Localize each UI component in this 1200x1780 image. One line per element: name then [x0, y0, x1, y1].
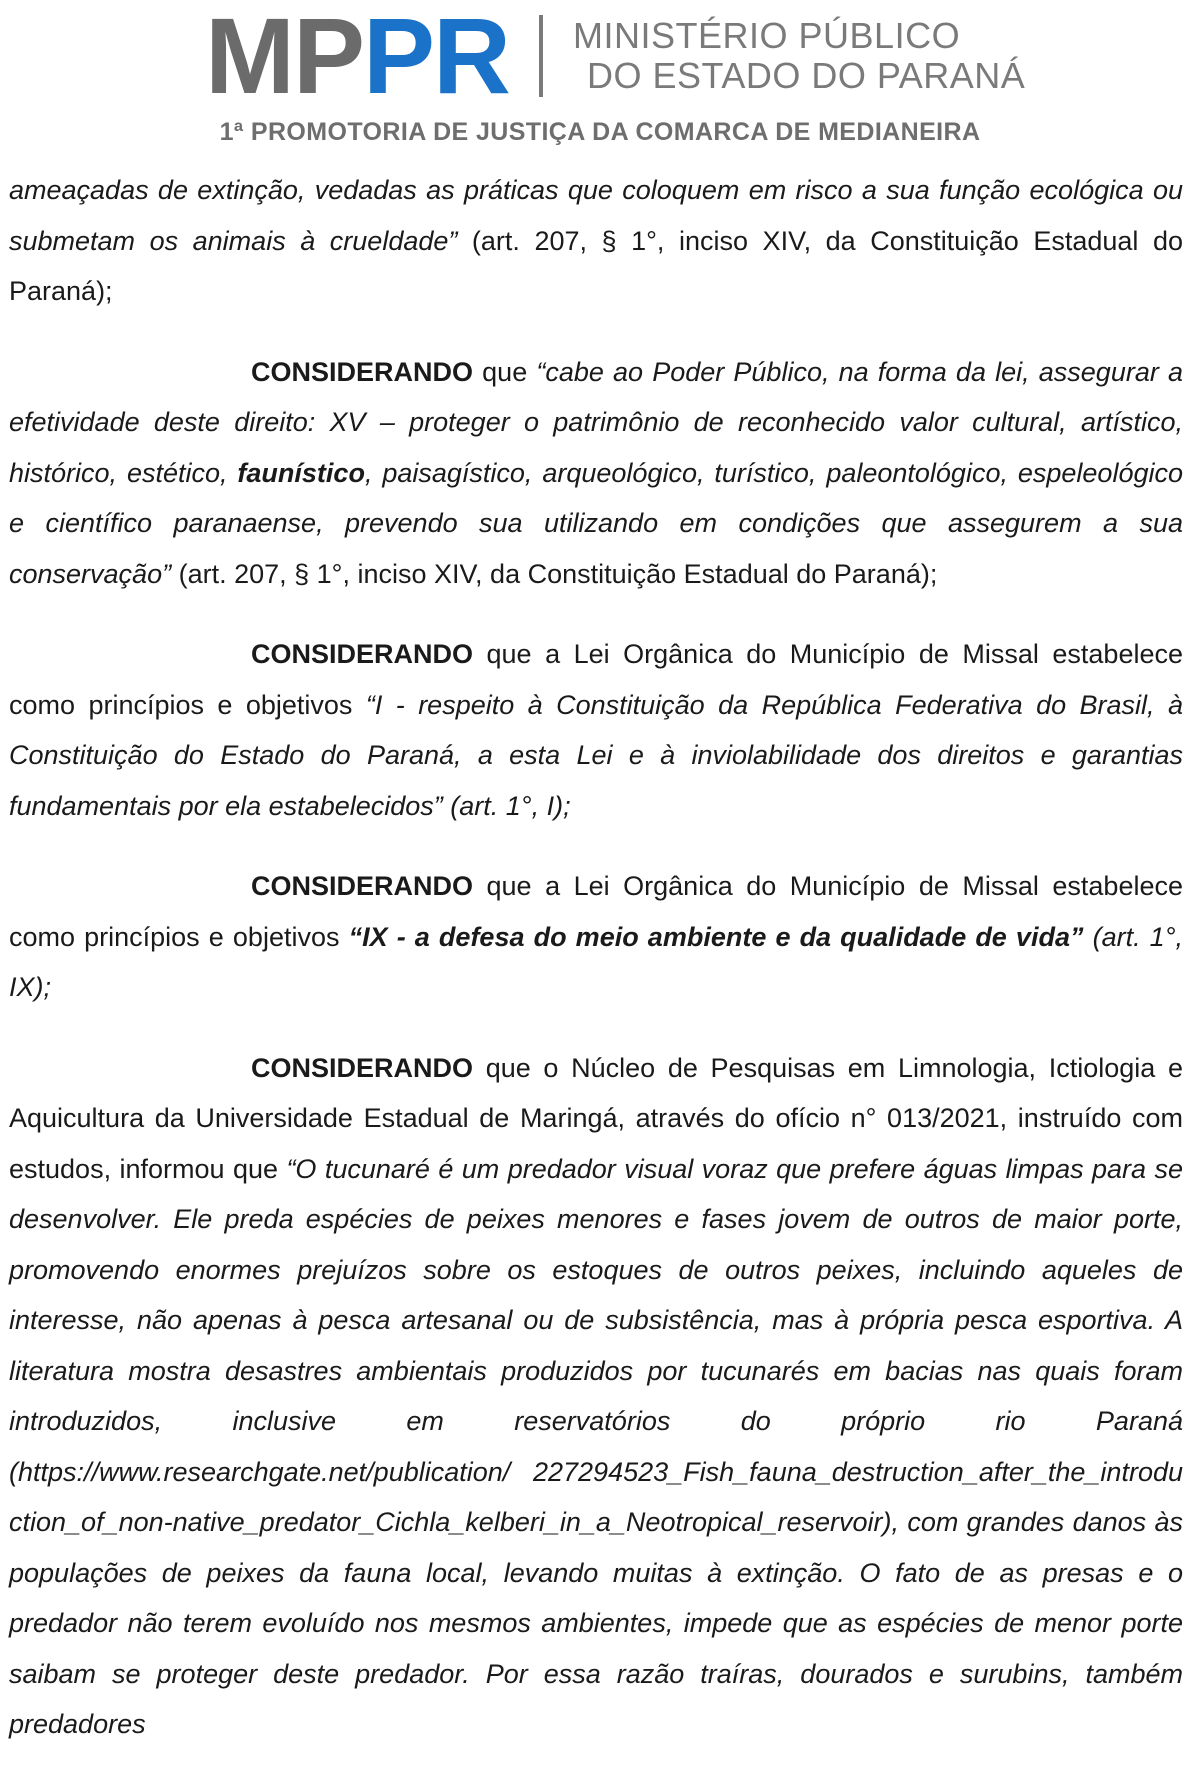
p3-considerando: CONSIDERANDO: [251, 639, 474, 669]
mppr-logo: [205, 0, 1026, 116]
logo-line-2: DO ESTADO DO PARANÁ: [587, 55, 1026, 96]
page-header: [0, 0, 1200, 160]
p5-considerando: CONSIDERANDO: [251, 1052, 474, 1083]
document-body: [9, 165, 1183, 1780]
p1-quote: ameaçadas de extinção, vedadas as práticas que coloquem em risco a sua função ecológica ou submetam os animais à crueldade”: [9, 175, 1183, 256]
logo-institution-name: [573, 16, 1025, 96]
p4-text: que a Lei Orgânica do Município de Missal estabelece como princípios e objetivos: [9, 871, 1183, 952]
p5-text: que o Núcleo de Pesquisas em Limnologia, Ictiologia e Aquicultura da Universidade Estadual de Maringá, através do ofício n° 013/2021, instruído com estudos, informou que: [9, 1052, 1183, 1184]
p2-que: que: [473, 356, 537, 387]
p4-considerando: CONSIDERANDO: [251, 871, 474, 901]
logo-mp-text: MP: [205, 0, 363, 116]
p2-considerando: CONSIDERANDO: [251, 356, 474, 387]
paragraph-5: [9, 1043, 1183, 1750]
p2-quote-b: , paisagístico, arqueológico, turístico, paleontológico, espeleológico e científico paranaense, prevendo sua utilizando em condições que assegurem a sua conservação”: [9, 457, 1183, 589]
paragraph-2: [9, 347, 1183, 600]
p3-quote: “I - respeito à Constituição da República Federativa do Brasil, à Constituição do Estado do Paraná, a esta Lei e à inviolabilidade dos direitos e garantias fundamentais por ela estabelecidos” (art. 1°, I);: [9, 689, 1183, 821]
paragraph-1: [9, 165, 1183, 317]
logo-pr-text: PR: [363, 0, 510, 116]
p5-quote: “O tucunaré é um predador visual voraz que prefere águas limpas para se desenvolver. Ele preda espécies de peixes menores e fases jovem de outros de maior porte, promovendo enormes prejuízos sobre os estoques de outros peixes, incluindo aqueles de interesse, não apenas à pesca artesanal ou de subsistência, mas à própria pesca esportiva. A literatura mostra desastres ambientais produzidos por tucunarés em bacias nas quais foram introduzidos, inclusive em reservatórios do próprio rio Paraná (https://www.researchgate.net/publication/ 227294523_Fish_fauna_destruction_after_the_introdu ction_of_non-native_predator_Cichla_kelberi_in_a_Neotropical_reservoir), com grandes danos às populações de peixes da fauna local, levando muitas à extinção. O fato de as presas e o predador não terem evoluído nos mesmos ambientes, impede que as espécies de menor porte saibam se proteger deste predador. Por essa razão traíras, dourados e surubins, também predadores: [9, 1153, 1183, 1739]
p2-quote-a: “cabe ao Poder Público, na forma da lei, assegurar a efetividade deste direito: XV – proteger o patrimônio de reconhecido valor cultural, artístico, histórico, estético,: [9, 356, 1183, 488]
p1-citation: (art. 207, § 1°, inciso XIV, da Constituição Estadual do Paraná);: [9, 225, 1183, 306]
paragraph-4: [9, 861, 1183, 1013]
p3-text: que a Lei Orgânica do Município de Missal estabelece como princípios e objetivos: [9, 639, 1183, 720]
p2-faunistico: faunístico: [237, 457, 365, 488]
p2-citation: (art. 207, § 1°, inciso XIV, da Constituição Estadual do Paraná);: [171, 558, 938, 589]
p4-citation: (art. 1°, IX);: [9, 921, 1183, 1002]
paragraph-3: [9, 629, 1183, 831]
p4-quote-bold: “IX - a defesa do meio ambiente e da qualidade de vida”: [348, 921, 1084, 952]
logo-line-1: MINISTÉRIO PÚBLICO: [573, 15, 961, 56]
logo-divider: [539, 15, 543, 97]
promotoria-subtitle: 1ª PROMOTORIA DE JUSTIÇA DA COMARCA DE MEDIANEIRA: [219, 118, 981, 146]
